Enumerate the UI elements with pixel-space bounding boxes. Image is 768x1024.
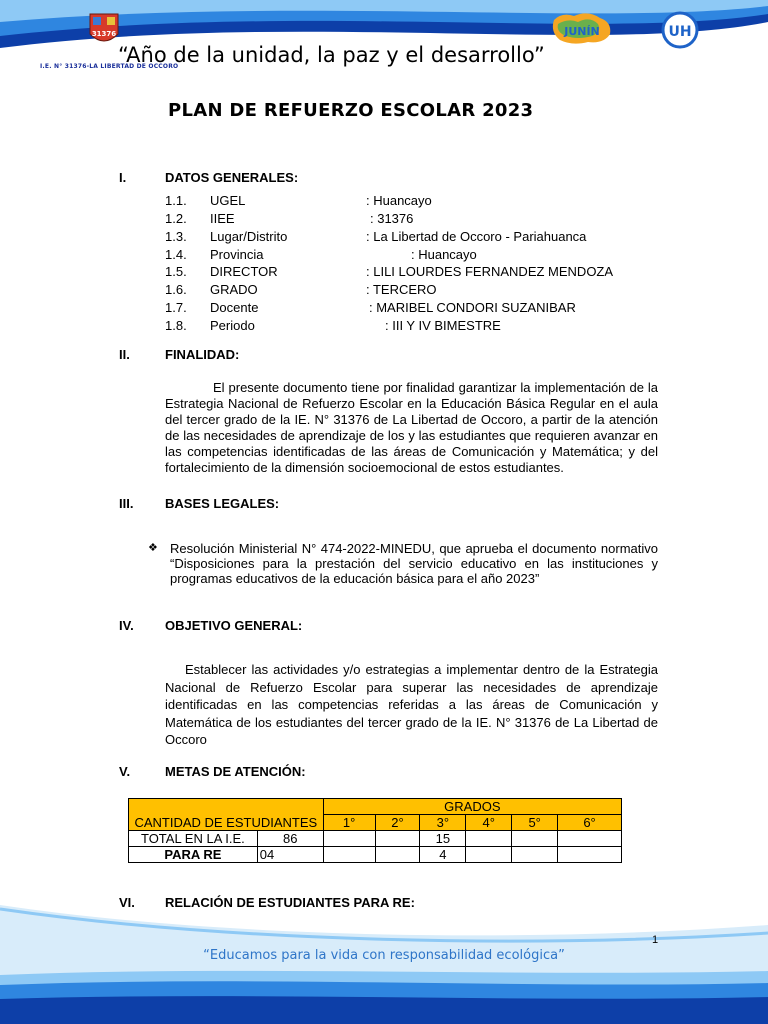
grade-header: 4° (466, 815, 512, 831)
cell-g3: 15 (420, 831, 466, 847)
grade-header: 6° (558, 815, 622, 831)
datos-num: 1.3. (165, 229, 187, 244)
section-number: IV. (119, 618, 134, 633)
grade-header: 3° (420, 815, 466, 831)
section-title: DATOS GENERALES: (165, 170, 299, 185)
row-label: TOTAL EN LA I.E. (129, 831, 258, 847)
datos-key: GRADO (210, 282, 258, 297)
datos-value: : Huancayo (366, 193, 432, 208)
datos-value: : La Libertad de Occoro - Pariahuanca (366, 229, 587, 244)
datos-num: 1.5. (165, 264, 187, 279)
datos-key: DIRECTOR (210, 264, 278, 279)
footer-slogan: “Educamos para la vida con responsabilidad ecológica” (203, 948, 565, 963)
section-number: VI. (119, 895, 135, 910)
cell-g4 (466, 847, 512, 863)
section-title: OBJETIVO GENERAL: (165, 618, 303, 633)
section-number: II. (119, 347, 130, 362)
uh-logo-icon (660, 10, 700, 50)
datos-value: : LILI LOURDES FERNANDEZ MENDOZA (366, 264, 614, 279)
datos-num: 1.2. (165, 211, 187, 226)
datos-key: Provincia (210, 247, 264, 262)
metas-table (128, 798, 622, 863)
cell-g2 (375, 847, 420, 863)
cell-g3: 4 (420, 847, 466, 863)
section-number: I. (119, 170, 127, 185)
section-title: METAS DE ATENCIÓN: (165, 764, 306, 779)
finalidad-paragraph: El presente documento tiene por finalidad garantizar la implementación de la Estrategia Nacional de Refuerzo Escolar en la Educación Básica Regular en el aula del tercer grado de la IE. N° 31376 de La Libertad de Occoro, a partir de la atención de las necesidades de aprendizaje de los y las estudiantes que requieren avanzar en las competencias identificadas de las áreas de Comunicación y Matemática; y del fortalecimiento de la dimensión socioemocional de estos estudiantes. (165, 380, 658, 475)
row-label: PARA RE (129, 847, 258, 863)
datos-value: : 31376 (370, 211, 414, 226)
year-motto: “Año de la unidad, la paz y el desarrollo” (118, 43, 545, 67)
bases-legales-text: Resolución Ministerial N° 474-2022-MINEDU, que aprueba el documento normativo “Disposiciones para la prestación del servicio educativo en las instituciones y programas educativos de la educación básica para el año 2023” (170, 541, 658, 586)
grade-header: 5° (512, 815, 558, 831)
datos-key: IIEE (210, 211, 235, 226)
header-grados: GRADOS (323, 799, 621, 815)
row-total: 04 (257, 847, 323, 863)
school-logo-text: 31376 (91, 30, 117, 38)
section-number: III. (119, 496, 134, 511)
section-title: RELACIÓN DE ESTUDIANTES PARA RE: (165, 895, 415, 910)
row-total: 86 (257, 831, 323, 847)
cell-g1 (323, 831, 375, 847)
section-title: FINALIDAD: (165, 347, 240, 362)
datos-value: : TERCERO (366, 282, 437, 297)
section-number: V. (119, 764, 131, 779)
footer-wave-decoration (0, 905, 768, 1024)
datos-num: 1.7. (165, 300, 187, 315)
datos-num: 1.8. (165, 318, 187, 333)
uh-logo-text: UH (668, 24, 692, 40)
datos-num: 1.1. (165, 193, 187, 208)
datos-key: Lugar/Distrito (210, 229, 288, 244)
junin-logo-text: JUNÍN (564, 25, 600, 38)
cell-g6 (558, 847, 622, 863)
datos-key: Periodo (210, 318, 255, 333)
cell-g2 (375, 831, 420, 847)
grade-header: 1° (323, 815, 375, 831)
header-cantidad: CANTIDAD DE ESTUDIANTES (129, 799, 324, 831)
datos-key: Docente (210, 300, 259, 315)
school-logo-icon (88, 12, 120, 48)
page-number: 1 (652, 934, 659, 946)
cell-g4 (466, 831, 512, 847)
datos-num: 1.4. (165, 247, 187, 262)
datos-value: : Huancayo (411, 247, 477, 262)
cell-g5 (512, 847, 558, 863)
datos-key: UGEL (210, 193, 246, 208)
grade-header: 2° (375, 815, 420, 831)
junin-logo-icon (548, 10, 618, 48)
datos-value: : III Y IV BIMESTRE (385, 318, 501, 333)
table-row (129, 831, 622, 847)
diamond-bullet-icon: ❖ (148, 542, 158, 554)
section-title: BASES LEGALES: (165, 496, 280, 511)
table-row (129, 847, 622, 863)
school-name: I.E. N° 31376-LA LIBERTAD DE OCCORO (40, 63, 179, 70)
datos-num: 1.6. (165, 282, 187, 297)
datos-value: : MARIBEL CONDORI SUZANIBAR (369, 300, 576, 315)
cell-g5 (512, 831, 558, 847)
objetivo-paragraph: Establecer las actividades y/o estrategias a implementar dentro de la Estrategia Nacional de Refuerzo Escolar para superar las necesidades de aprendizaje identificadas en las competencias referidas a las áreas de Comunicación y Matemática de los estudiantes del tercer grado de la IE. N° 31376 de La Libertad de Occoro (165, 662, 658, 748)
document-title: PLAN DE REFUERZO ESCOLAR 2023 (168, 100, 534, 121)
cell-g6 (558, 831, 622, 847)
cell-g1 (323, 847, 375, 863)
